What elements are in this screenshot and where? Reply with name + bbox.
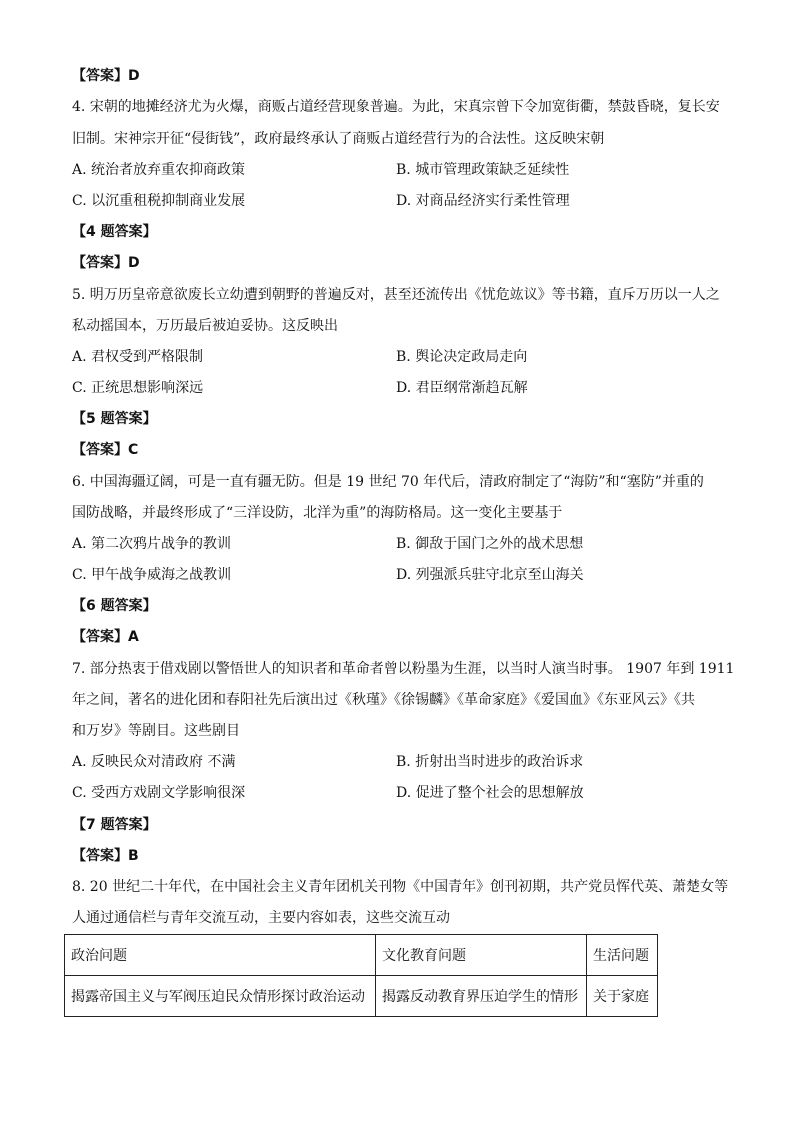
- table-header-row: [65, 935, 658, 976]
- question-7-line-1: 7. 部分热衷于借戏剧以警悟世人的知识者和革命者曾以粉墨为生涯，以当时人演当时事。 1907 年到 1911: [72, 661, 735, 677]
- question-5-line-1: 5. 明万历皇帝意欲废长立幼遭到朝野的普遍反对，甚至还流传出《忧危竑议》等书籍，直斥万历以一人之: [72, 287, 720, 303]
- question-6-option-c[interactable]: C. 甲午战争威海之战教训: [72, 567, 232, 583]
- table-cell: 揭露帝国主义与军阀压迫民众情形探讨政治运动: [65, 976, 376, 1017]
- table-header-cell: 文化教育问题: [376, 935, 587, 976]
- question-8-table: [64, 934, 658, 1017]
- question-7-answer: 【答案】B: [72, 848, 139, 864]
- question-5-option-b[interactable]: B. 舆论决定政局走向: [396, 349, 528, 365]
- question-4-line-1: 4. 宋朝的地摊经济尤为火爆，商贩占道经营现象普遍。为此，宋真宗曾下令加宽街衢，禁鼓昏晓，复长安: [72, 99, 720, 115]
- question-4-option-a[interactable]: A. 统治者放弃重农抑商政策: [72, 162, 246, 178]
- answer-label-q3: 【答案】D: [72, 68, 140, 84]
- question-5-option-d[interactable]: D. 君臣纲常渐趋瓦解: [396, 380, 528, 396]
- question-4-answer: 【答案】D: [72, 255, 140, 271]
- question-8-line-1: 8. 20 世纪二十年代，在中国社会主义青年团机关刊物《中国青年》创刊初期，共产党员恽代英、萧楚女等: [72, 879, 729, 895]
- question-6-section-heading: 【6 题答案】: [72, 598, 157, 614]
- question-6-option-d[interactable]: D. 列强派兵驻守北京至山海关: [396, 567, 584, 583]
- question-5-option-c[interactable]: C. 正统思想影响深远: [72, 380, 204, 396]
- question-7-option-a[interactable]: A. 反映民众对清政府 不满: [72, 754, 236, 770]
- question-8-line-2: 人通过通信栏与青年交流互动，主要内容如表，这些交流互动: [72, 910, 450, 926]
- question-7-option-c[interactable]: C. 受西方戏剧文学影响很深: [72, 785, 246, 801]
- question-6-answer: 【答案】A: [72, 629, 139, 645]
- question-7-section-heading: 【7 题答案】: [72, 817, 157, 833]
- table-row: [65, 976, 658, 1017]
- table-header-cell: 政治问题: [65, 935, 376, 976]
- question-4-line-2: 旧制。宋神宗开征“侵街钱”，政府最终承认了商贩占道经营行为的合法性。这反映宋朝: [72, 131, 605, 147]
- question-5-section-heading: 【5 题答案】: [72, 411, 157, 427]
- question-5-line-2: 私动摇国本，万历最后被迫妥协。这反映出: [72, 318, 338, 334]
- question-7-option-d[interactable]: D. 促进了整个社会的思想解放: [396, 785, 584, 801]
- question-5-answer: 【答案】C: [72, 442, 139, 458]
- question-7-option-b[interactable]: B. 折射出当时进步的政治诉求: [396, 754, 584, 770]
- question-4-option-c[interactable]: C. 以沉重租税抑制商业发展: [72, 193, 246, 209]
- table-header-cell: 生活问题: [587, 935, 658, 976]
- question-5-option-a[interactable]: A. 君权受到严格限制: [72, 349, 204, 365]
- question-4-section-heading: 【4 题答案】: [72, 224, 157, 240]
- table-cell: 关于家庭: [587, 976, 658, 1017]
- question-6-option-b[interactable]: B. 御敌于国门之外的战术思想: [396, 536, 584, 552]
- question-6-line-2: 国防战略，并最终形成了“三洋设防，北洋为重”的海防格局。这一变化主要基于: [72, 505, 563, 521]
- question-7-line-2: 年之间，著名的进化团和春阳社先后演出过《秋瑾》《徐锡麟》《革命家庭》《爱国血》《东亚风云》《共: [72, 692, 695, 708]
- question-6-line-1: 6. 中国海疆辽阔，可是一直有疆无防。但是 19 世纪 70 年代后，清政府制定了“海防”和“塞防”并重的: [72, 474, 704, 490]
- question-4-option-d[interactable]: D. 对商品经济实行柔性管理: [396, 193, 570, 209]
- question-4-option-b[interactable]: B. 城市管理政策缺乏延续性: [396, 162, 570, 178]
- table-cell: 揭露反动教育界压迫学生的情形: [376, 976, 587, 1017]
- question-6-option-a[interactable]: A. 第二次鸦片战争的教训: [72, 536, 232, 552]
- question-7-line-3: 和万岁》等剧目。这些剧目: [72, 723, 240, 739]
